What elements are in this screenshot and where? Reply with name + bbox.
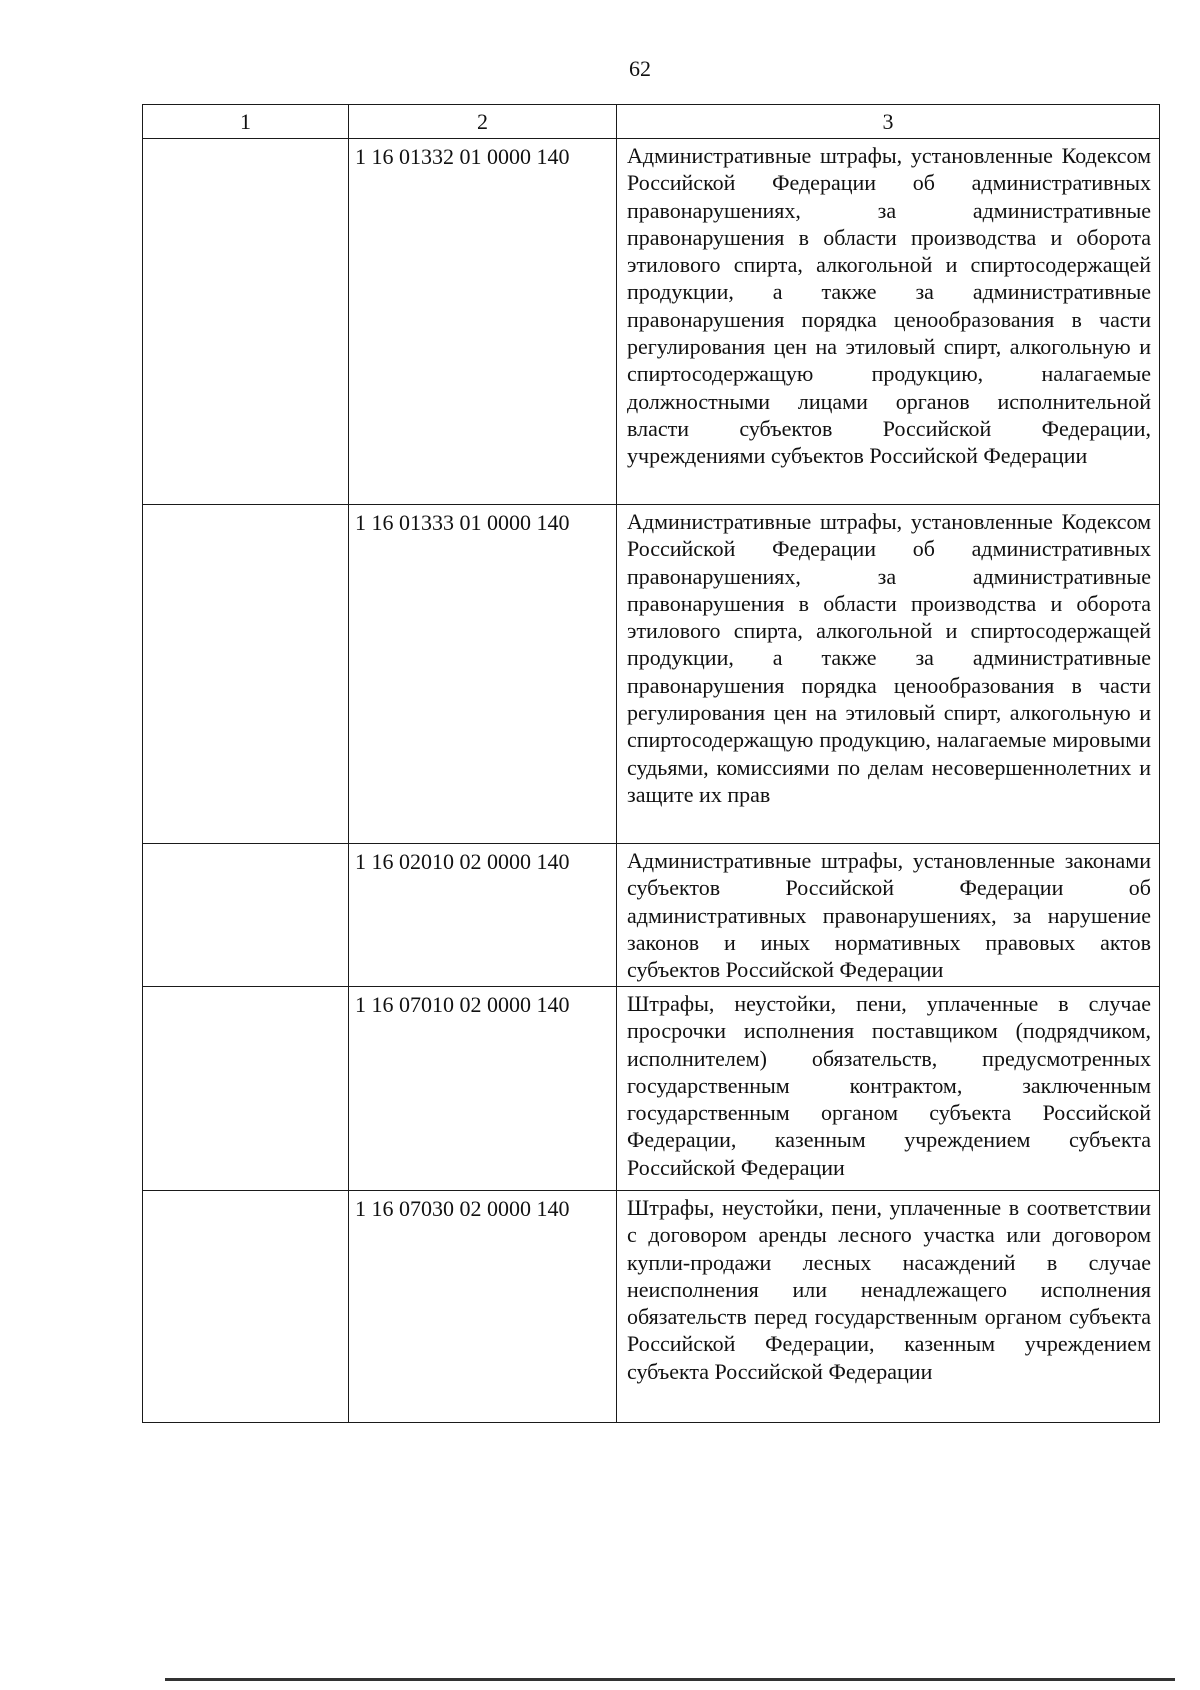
table-row xyxy=(143,987,1160,1191)
page-number: 62 xyxy=(629,56,651,81)
row-empty-cell xyxy=(143,505,349,844)
revenue-description: Административные штрафы, установленные Кодексом Российской Федерации об административных правонарушениях, за административные правонарушения в области производства и оборота этилового спирта, алкогольной и спиртосодержащей продукции, а также за административные правонарушения порядка ценообразования в части регулирования цен на этиловый спирт, алкогольную и спиртосодержащую продукцию, налагаемые должностными лицами органов исполнительной власти субъектов Российской Федерации, учреждениями субъектов Российской Федерации xyxy=(617,139,1160,505)
column-header-3: 3 xyxy=(617,105,1160,139)
column-header-1: 1 xyxy=(143,105,349,139)
revenue-code: 1 16 02010 02 0000 140 xyxy=(349,844,617,987)
row-empty-cell xyxy=(143,987,349,1191)
table-row xyxy=(143,844,1160,987)
row-empty-cell xyxy=(143,1191,349,1423)
bottom-rule xyxy=(165,1678,1175,1681)
table-row xyxy=(143,139,1160,505)
document-table xyxy=(142,104,1160,1423)
revenue-description: Административные штрафы, установленные законами субъектов Российской Федерации об административных правонарушениях, за нарушение законов и иных нормативных правовых актов субъектов Российской Федерации xyxy=(617,844,1160,987)
table-row xyxy=(143,1191,1160,1423)
revenue-code: 1 16 01332 01 0000 140 xyxy=(349,139,617,505)
column-header-2: 2 xyxy=(349,105,617,139)
revenue-code: 1 16 07010 02 0000 140 xyxy=(349,987,617,1191)
row-empty-cell xyxy=(143,844,349,987)
revenue-description: Штрафы, неустойки, пени, уплаченные в соответствии с договором аренды лесного участка или договором купли-продажи лесных насаждений в случае неисполнения или ненадлежащего исполнения обязательств перед государственным органом субъекта Российской Федерации, казенным учреждением субъекта Российской Федерации xyxy=(617,1191,1160,1423)
revenue-code: 1 16 07030 02 0000 140 xyxy=(349,1191,617,1423)
table-header-row xyxy=(143,105,1160,139)
table-row xyxy=(143,505,1160,844)
revenue-description: Штрафы, неустойки, пени, уплаченные в случае просрочки исполнения поставщиком (подрядчиком, исполнителем) обязательств, предусмотренных государственным контрактом, заключенным государственным органом субъекта Российской Федерации, казенным учреждением субъекта Российской Федерации xyxy=(617,987,1160,1191)
row-empty-cell xyxy=(143,139,349,505)
revenue-code: 1 16 01333 01 0000 140 xyxy=(349,505,617,844)
revenue-description: Административные штрафы, установленные Кодексом Российской Федерации об административных правонарушениях, за административные правонарушения в области производства и оборота этилового спирта, алкогольной и спиртосодержащей продукции, а также за административные правонарушения порядка ценообразования в части регулирования цен на этиловый спирт, алкогольную и спиртосодержащую продукцию, налагаемые мировыми судьями, комиссиями по делам несовершеннолетних и защите их прав xyxy=(617,505,1160,844)
